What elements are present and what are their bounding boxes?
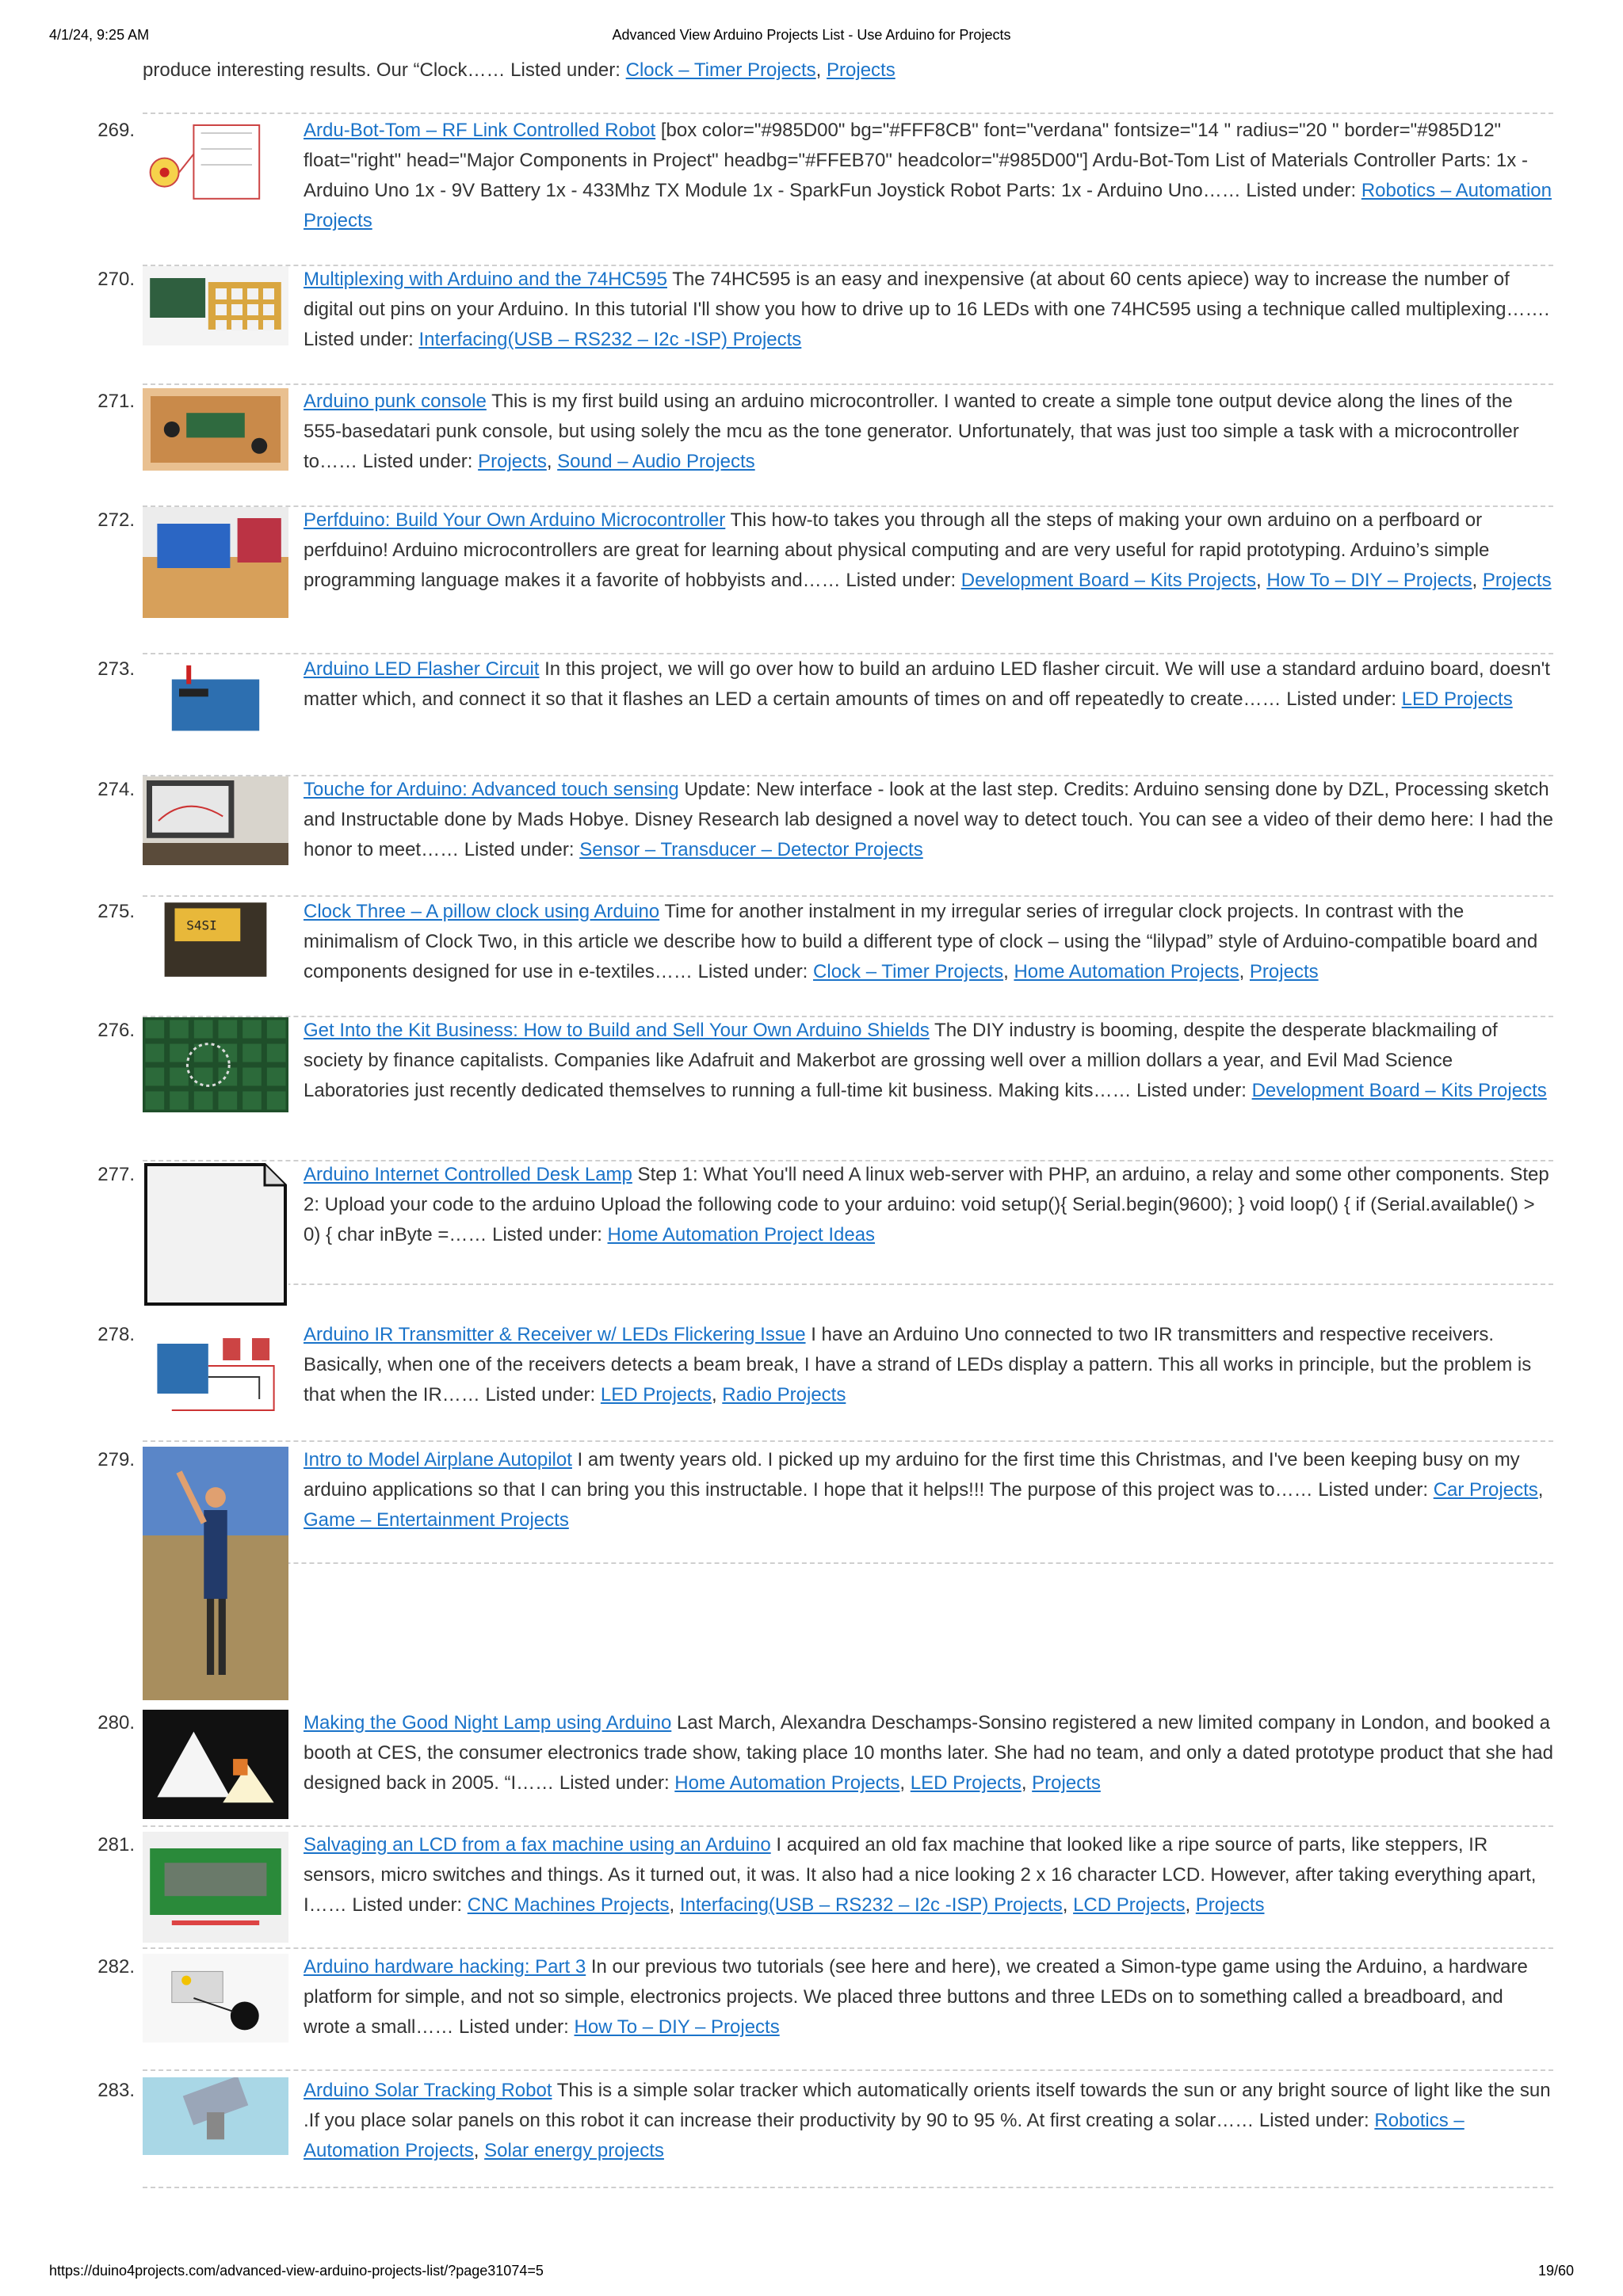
entry-title-link[interactable]: Arduino LED Flasher Circuit: [304, 658, 540, 680]
entry-thumbnail[interactable]: [143, 1832, 288, 1943]
entry-title-link[interactable]: Arduino Solar Tracking Robot: [304, 2080, 552, 2101]
entry-category-link[interactable]: LCD Projects: [1073, 1894, 1186, 1916]
entry-category-link[interactable]: Sensor – Transducer – Detector Projects: [579, 839, 923, 860]
print-header: [49, 27, 1574, 46]
entry-description: This how-to takes you through all the steps of making your own arduino on a perfboard or perfduino! Arduino microcontrollers are great for learning about physical computing and are very useful for rapid prototyping. Arduino’s simple programming language makes it a favorite of hobbyists and…… Listed under:: [304, 509, 1490, 591]
project-entry: [97, 1832, 1553, 1943]
entry-category-link[interactable]: LED Projects: [910, 1772, 1022, 1794]
entry-text: [304, 505, 1553, 596]
entry-number: 271.: [97, 391, 135, 412]
entry-text: [304, 387, 1553, 477]
entry-category-link[interactable]: Home Automation Projects: [674, 1772, 900, 1794]
entry-title-link[interactable]: Touche for Arduino: Advanced touch sensing: [304, 779, 679, 800]
entry-category-link[interactable]: Game – Entertainment Projects: [304, 1509, 569, 1531]
category-separator: ,: [1255, 570, 1267, 591]
entry-thumbnail[interactable]: [143, 1322, 288, 1432]
entry-thumbnail[interactable]: [143, 656, 288, 749]
entry-description: I acquired an old fax machine that looked like a ripe source of parts, like steppers, IR sensors, micro switches and things. As it turned out, it was. It also had a nice looking 2 x 16 character LCD. However, after taking everything apart, I…… Listed under:: [304, 1834, 1537, 1916]
entry-number: 282.: [97, 1956, 135, 1978]
intro-category-link[interactable]: Projects: [827, 59, 896, 81]
entry-category-link[interactable]: Clock – Timer Projects: [813, 961, 1004, 982]
project-entry: [97, 1322, 1553, 1432]
intro-text: produce interesting results. Our “Clock…… Listed under:: [143, 59, 626, 81]
entry-category-link[interactable]: Car Projects: [1433, 1479, 1538, 1501]
entry-category-link[interactable]: Projects: [478, 451, 547, 472]
entry-category-link[interactable]: Interfacing(USB – RS232 – I2c -ISP) Projects: [418, 329, 802, 350]
entry-text: [304, 1016, 1553, 1106]
entry-text: [304, 1708, 1553, 1798]
entry-thumbnail[interactable]: [143, 1710, 288, 1819]
entry-number: 273.: [97, 658, 135, 680]
entry-number: 279.: [97, 1449, 135, 1470]
entry-title-link[interactable]: Get Into the Kit Business: How to Build and Sell Your Own Arduino Shields: [304, 1020, 930, 1041]
entry-separator: [143, 1825, 1553, 1827]
project-entry: [97, 1710, 1553, 1819]
project-entry: [97, 266, 1553, 350]
project-entry: [97, 117, 1553, 231]
entry-description: Step 1: What You'll need A linux web-server with PHP, an arduino, a relay and some other components. Step 2: Upload your code to the arduino Upload the following code to your arduino: void setup(){ Serial.begin(9600); } void loop() { if (Serial.available() > 0) { char inByte =…… Listed under:: [304, 1164, 1549, 1245]
entry-title-link[interactable]: Perfduino: Build Your Own Arduino Microcontroller: [304, 509, 726, 531]
print-footer: [49, 2263, 1574, 2282]
entry-text: [304, 1952, 1553, 2042]
svg-text:S4SI: S4SI: [186, 917, 217, 933]
category-separator: ,: [1537, 1479, 1544, 1501]
entry-title-link[interactable]: Salvaging an LCD from a fax machine using an Arduino: [304, 1834, 771, 1855]
category-separator: ,: [546, 451, 558, 472]
category-separator: ,: [669, 1894, 680, 1916]
entry-thumbnail[interactable]: [143, 117, 288, 209]
category-separator: ,: [711, 1384, 723, 1405]
entry-text: [304, 116, 1553, 236]
category-separator: ,: [1062, 1894, 1074, 1916]
project-entry: [97, 1954, 1553, 2042]
entry-number: 270.: [97, 269, 135, 290]
category-separator: ,: [1185, 1894, 1196, 1916]
entry-category-link[interactable]: How To – DIY – Projects: [1266, 570, 1472, 591]
entry-thumbnail[interactable]: [143, 507, 288, 618]
project-entry: [97, 1017, 1553, 1112]
entry-category-link[interactable]: CNC Machines Projects: [467, 1894, 670, 1916]
entry-description: Last March, Alexandra Deschamps-Sonsino registered a new limited company in London, and booked a booth at CES, the consumer electronics trade show, taking place 10 months later. She had no team, and only a dated prototype product that she had designed back in 2005. “I…… Listed under:: [304, 1712, 1553, 1794]
entry-category-link[interactable]: Development Board – Kits Projects: [960, 570, 1256, 591]
project-entry: [97, 507, 1553, 618]
entry-thumbnail[interactable]: [143, 1017, 288, 1112]
entry-category-link[interactable]: Home Automation Projects: [1014, 961, 1239, 982]
entry-text: [304, 1830, 1553, 1920]
project-entry: [97, 2077, 1553, 2161]
entry-separator: [143, 1440, 1553, 1442]
category-separator: ,: [1239, 961, 1250, 982]
entry-category-link[interactable]: Projects: [1249, 961, 1319, 982]
entry-separator: [143, 383, 1553, 385]
entry-category-link[interactable]: Robotics – Automation Projects: [304, 2110, 1465, 2161]
entry-category-link[interactable]: Home Automation Project Ideas: [607, 1224, 876, 1245]
entry-description: In this project, we will go over how to build an arduino LED flasher circuit. We will use a standard arduino board, doesn't matter which, and connect it so that it flashes an LED a certain amounts of times on and off repeatedly to create…… Listed under:: [304, 658, 1550, 710]
entry-category-link[interactable]: How To – DIY – Projects: [574, 2016, 780, 2038]
entry-category-link[interactable]: LED Projects: [1401, 688, 1513, 710]
print-url: https://duino4projects.com/advanced-view-arduino-projects-list/?page31074=5: [49, 2263, 544, 2279]
entry-description: I have an Arduino Uno connected to two IR transmitters and respective receivers. Basically, when one of the receivers detects a beam break, I have a strand of LEDs display a pattern. This all works in principle, but the problem is that when the IR…… Listed under:: [304, 1324, 1532, 1405]
entry-thumbnail[interactable]: [143, 2077, 288, 2155]
entry-separator: [143, 2069, 1553, 2071]
entry-category-link[interactable]: Interfacing(USB – RS232 – I2c -ISP) Projects: [679, 1894, 1063, 1916]
entry-thumbnail[interactable]: [143, 266, 288, 345]
entry-text: [304, 1320, 1553, 1410]
entry-description: This is my first build using an arduino microcontroller. I wanted to create a simple tone output device along the lines of the 555-basedatari punk console, but using solely the mcu as the tone generator. Unfortunately, that was just too simple a task with a microcontroller to…… Listed under:: [304, 391, 1519, 472]
project-entry: [97, 388, 1553, 472]
entry-title-link[interactable]: Arduino punk console: [304, 391, 487, 412]
category-separator: ,: [1003, 961, 1014, 982]
entry-number: 276.: [97, 1020, 135, 1041]
entry-number: 278.: [97, 1324, 135, 1345]
entry-number: 283.: [97, 2080, 135, 2101]
entry-separator: [143, 1947, 1553, 1949]
entry-title-link[interactable]: Multiplexing with Arduino and the 74HC595: [304, 269, 667, 290]
category-separator: ,: [1472, 570, 1483, 591]
print-datetime: 4/1/24, 9:25 AM: [49, 27, 150, 43]
entry-separator: [143, 113, 1553, 114]
entry-thumbnail[interactable]: [143, 1447, 288, 1700]
entry-description: [box color="#985D00" bg="#FFF8CB" font="verdana" fontsize="14 " radius="20 " border="#985D12" float="right" head="Major Components in Project" headbg="#FFEB70" headcolor="#985D00"] Ardu-Bot-Tom List of Materials Controller Parts: 1x - Arduino Uno 1x - 9V Battery 1x - 433Mhz TX Module 1x - SparkFun Joystick Robot Parts: 1x - Arduino Uno…… Listed under:: [304, 120, 1528, 201]
entry-category-link[interactable]: Solar energy projects: [484, 2140, 664, 2161]
intro-paragraph: produce interesting results. Our “Clock…… Listed under: Clock – Timer Projects, Projects: [143, 59, 896, 81]
print-page-title: Advanced View Arduino Projects List - Use Arduino for Projects: [612, 27, 1011, 43]
entry-title-link[interactable]: Arduino IR Transmitter & Receiver w/ LEDs Flickering Issue: [304, 1324, 806, 1345]
print-page-number: 19/60: [1537, 2263, 1574, 2279]
entry-text: [304, 265, 1553, 355]
project-entry: [97, 776, 1554, 865]
entry-text: [304, 654, 1553, 715]
entry-text: [304, 2076, 1553, 2166]
category-separator: ,: [473, 2140, 485, 2161]
entry-description: This is a simple solar tracker which automatically orients itself towards the sun or any bright source of light like the sun .If you place solar panels on this robot it can increase their productivity by 90 to 95 %. At first creating a solar…… Listed under:: [304, 2080, 1551, 2131]
entry-title-link[interactable]: Arduino hardware hacking: Part 3: [304, 1956, 586, 1978]
entry-number: 269.: [97, 120, 135, 141]
entry-description: I am twenty years old. I picked up my arduino for the first time this Christmas, and I've been keeping busy on my arduino applications so that I can bring you this instructable. I hope that it helps!!! The purpose of this project was to…… Listed under:: [304, 1449, 1520, 1501]
entry-category-link[interactable]: Sound – Audio Projects: [557, 451, 755, 472]
entry-text: [304, 1160, 1553, 1250]
entry-category-link[interactable]: Development Board – Kits Projects: [1251, 1080, 1547, 1101]
entry-thumbnail[interactable]: [143, 388, 288, 471]
entry-number: 274.: [97, 779, 135, 800]
project-entry: [97, 1161, 1553, 1307]
entry-description: The DIY industry is booming, despite the desperate blackmailing of society by finance capitalists. Companies like Adafruit and Makerbot are grossing well over a million dollars a year, and Evil Mad Science Laboratories just recently dedicated themselves to running a full-time kit business. Making kits…… Listed under:: [304, 1020, 1498, 1101]
entry-thumbnail[interactable]: [143, 1161, 288, 1307]
project-entry: [97, 898, 1553, 982]
entry-text: [304, 775, 1553, 865]
entry-thumbnail[interactable]: [143, 776, 288, 865]
entry-category-link[interactable]: Robotics – Automation Projects: [304, 180, 1552, 231]
entry-number: 280.: [97, 1712, 135, 1733]
category-separator: ,: [1021, 1772, 1033, 1794]
entry-description: Time for another instalment in my irregular series of irregular clock projects. In contrast with the minimalism of Clock Two, in this article we describe how to build a different type of clock – using the “lilypad” style of Arduino-compatible board and components designed for use in e-textiles…… Listed under:: [304, 901, 1538, 982]
entry-description: Update: New interface - look at the last step. Credits: Arduino sensing done by DZL, Processing sketch and Instructable done by Mads Hobye. Disney Research lab designed a novel way to detect touch. You can see a video of their demo here: I had the honor to meet…… Listed under:: [304, 779, 1554, 860]
entry-description: In our previous two tutorials (see here and here), we created a Simon-type game using the Arduino, a hardware platform for simple, and not so simple, electronics projects. We placed three buttons and three LEDs on to something called a breadboard, and wrote a small…… Listed under:: [304, 1956, 1528, 2038]
entry-category-link[interactable]: Projects: [1195, 1894, 1265, 1916]
project-entry: [97, 1447, 1553, 1700]
entry-description: The 74HC595 is an easy and inexpensive (at about 60 cents apiece) way to increase the number of digital out pins on your Arduino. In this tutorial I'll show you how to drive up to 16 LEDs with one 74HC595 using a technique called multiplexing……. Listed under:: [304, 269, 1550, 350]
entry-category-link[interactable]: LED Projects: [600, 1384, 712, 1405]
project-entry: [97, 656, 1553, 749]
entry-title-link[interactable]: Clock Three – A pillow clock using Arduino: [304, 901, 660, 922]
entry-category-link[interactable]: Radio Projects: [722, 1384, 846, 1405]
entry-number: 272.: [97, 509, 135, 531]
entry-title-link[interactable]: Making the Good Night Lamp using Arduino: [304, 1712, 672, 1733]
entry-category-link[interactable]: Projects: [1482, 570, 1552, 591]
entry-title-link[interactable]: Arduino Internet Controlled Desk Lamp: [304, 1164, 632, 1185]
category-separator: ,: [899, 1772, 911, 1794]
entry-separator: [143, 2187, 1553, 2188]
intro-category-link[interactable]: Clock – Timer Projects: [625, 59, 816, 81]
entry-text: [304, 1445, 1553, 1535]
entry-thumbnail[interactable]: [143, 898, 288, 981]
entry-text: [304, 897, 1553, 987]
entry-thumbnail[interactable]: [143, 1954, 288, 2042]
entry-number: 277.: [97, 1164, 135, 1185]
entry-number: 275.: [97, 901, 135, 922]
entry-title-link[interactable]: Ardu-Bot-Tom – RF Link Controlled Robot: [304, 120, 656, 141]
entry-category-link[interactable]: Projects: [1032, 1772, 1101, 1794]
entry-title-link[interactable]: Intro to Model Airplane Autopilot: [304, 1449, 572, 1470]
entry-number: 281.: [97, 1834, 135, 1855]
